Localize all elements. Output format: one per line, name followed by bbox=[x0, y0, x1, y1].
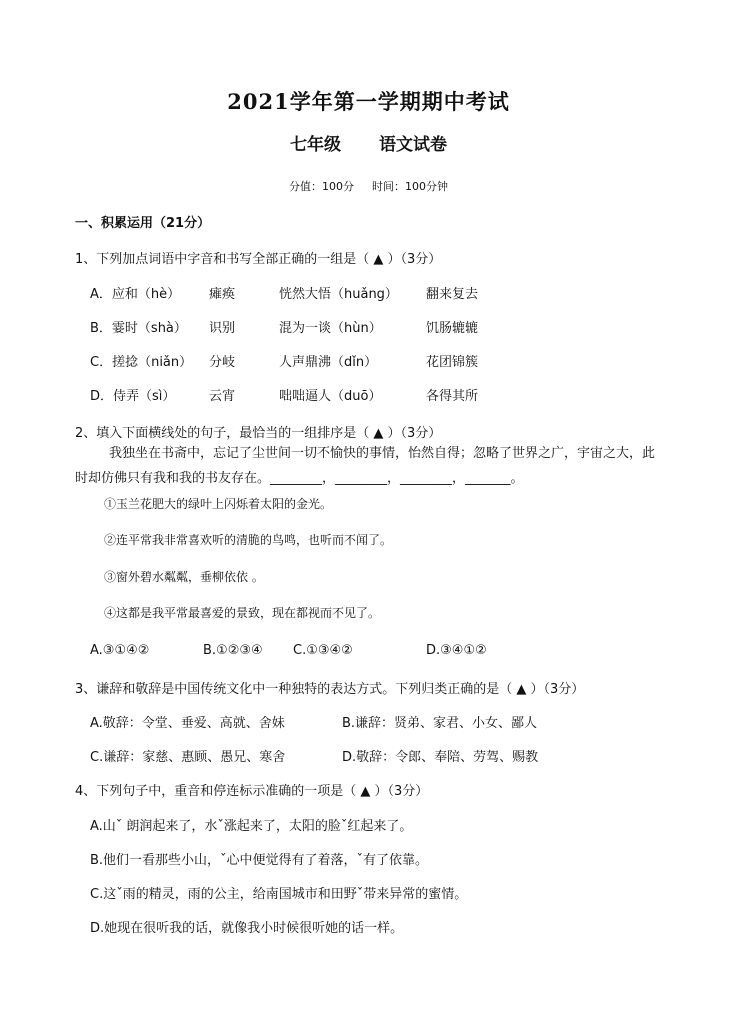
paper-label: 语文试卷 bbox=[379, 135, 447, 155]
q1-option-d-word3: 咄咄逼人（duō） bbox=[279, 389, 382, 404]
q2-option-d: D.③④①② bbox=[426, 643, 487, 658]
question-2-passage-text: 我独坐在书斋中，忘记了尘世间一切不愉快的事情，怡然自得；忽略了世界之广，宇宙之大，此时却仿佛只有我和我的书友存在。________，________，________，_______。 bbox=[75, 446, 656, 486]
q1-option-a-word4: 翻来复去 bbox=[426, 287, 479, 302]
exam-meta bbox=[0, 178, 737, 194]
q1-option-d-word4: 各得其所 bbox=[426, 389, 479, 404]
q2-option-c: C.①③④② bbox=[293, 643, 353, 658]
q1-option-c-word2: 分岐 bbox=[209, 355, 236, 370]
q3-option-b: B.谦辞：贤弟、家君、小女、鄙人 bbox=[342, 716, 538, 731]
q2-option-b: B.①②③④ bbox=[203, 643, 263, 658]
q4-option-c: C.这ˇ雨的精灵，雨的公主，给南国城市和田野ˇ带来异常的蜜情。 bbox=[90, 887, 468, 902]
question-4-stem: 4、下列句子中，重音和停连标示准确的一项是（ ▲ ）（3分） bbox=[75, 784, 429, 799]
score-info: 分值：100分 bbox=[289, 180, 354, 193]
q1-option-c-word4: 花团锦簇 bbox=[426, 355, 479, 370]
q1-option-b-word1: B．霎时（shà） bbox=[90, 321, 187, 336]
q4-option-b: B.他们一看那些小山，ˇ心中便觉得有了着落，ˇ有了依靠。 bbox=[90, 853, 429, 868]
q1-option-b-word4: 饥肠辘辘 bbox=[426, 321, 479, 336]
q4-option-d: D.她现在很听我的话，就像我小时候很听她的话一样。 bbox=[90, 921, 404, 936]
question-1-stem: 1、下列加点词语中字音和书写全部正确的一组是（ ▲ ）（3分） bbox=[75, 252, 442, 267]
q1-option-c-word1: C．搓捻（niǎn） bbox=[90, 355, 193, 370]
q1-option-b-word2: 识别 bbox=[209, 321, 236, 336]
q3-option-d: D.敬辞：令郎、奉陪、劳驾、赐教 bbox=[342, 750, 539, 765]
section-heading: 一、积累运用（21分） bbox=[75, 216, 211, 231]
q1-option-c-word3: 人声鼎沸（dǐn） bbox=[279, 355, 378, 370]
q2-option-a: A.③①④② bbox=[90, 643, 150, 658]
q2-sentence-1: ①玉兰花肥大的绿叶上闪烁着太阳的金光。 bbox=[104, 497, 333, 511]
q3-option-c: C.谦辞：家慈、惠顾、愚兄、寒舍 bbox=[90, 750, 286, 765]
q1-option-a-word1: A．应和（hè） bbox=[90, 287, 181, 302]
q2-sentence-3: ③窗外碧水粼粼，垂柳依依 。 bbox=[104, 570, 264, 584]
q1-option-a-word2: 瘫痪 bbox=[209, 287, 236, 302]
q4-option-a: A.山ˇ 朗润起来了，水ˇ涨起来了，太阳的脸ˇ红起来了。 bbox=[90, 819, 413, 834]
question-3-stem: 3、谦辞和敬辞是中国传统文化中一种独特的表达方式。下列归类正确的是（ ▲ ）（3分） bbox=[75, 682, 585, 697]
question-2-stem: 2、填入下面横线处的句子，最恰当的一组排序是（ ▲ ）（3分） bbox=[75, 426, 442, 441]
q1-option-d-word1: D．侍弄（sì） bbox=[90, 389, 176, 404]
q2-sentence-2: ②连平常我非常喜欢听的清脆的鸟鸣，也听而不闻了。 bbox=[104, 533, 393, 547]
q2-sentence-4: ④这都是我平常最喜爱的景致，现在都视而不见了。 bbox=[104, 606, 381, 620]
q1-option-a-word3: 恍然大悟（huǎng） bbox=[279, 287, 398, 302]
exam-subtitle bbox=[0, 130, 737, 155]
q1-option-d-word2: 云宵 bbox=[209, 389, 236, 404]
time-info: 时间：100分钟 bbox=[372, 180, 448, 193]
exam-title: 2021学年第一学期期中考试 bbox=[227, 89, 510, 114]
grade-label: 七年级 bbox=[290, 135, 341, 155]
question-2-passage bbox=[75, 441, 665, 491]
q3-option-a: A.敬辞：令堂、垂爱、高就、舍妹 bbox=[90, 716, 285, 731]
q1-option-b-word3: 混为一谈（hùn） bbox=[279, 321, 382, 336]
